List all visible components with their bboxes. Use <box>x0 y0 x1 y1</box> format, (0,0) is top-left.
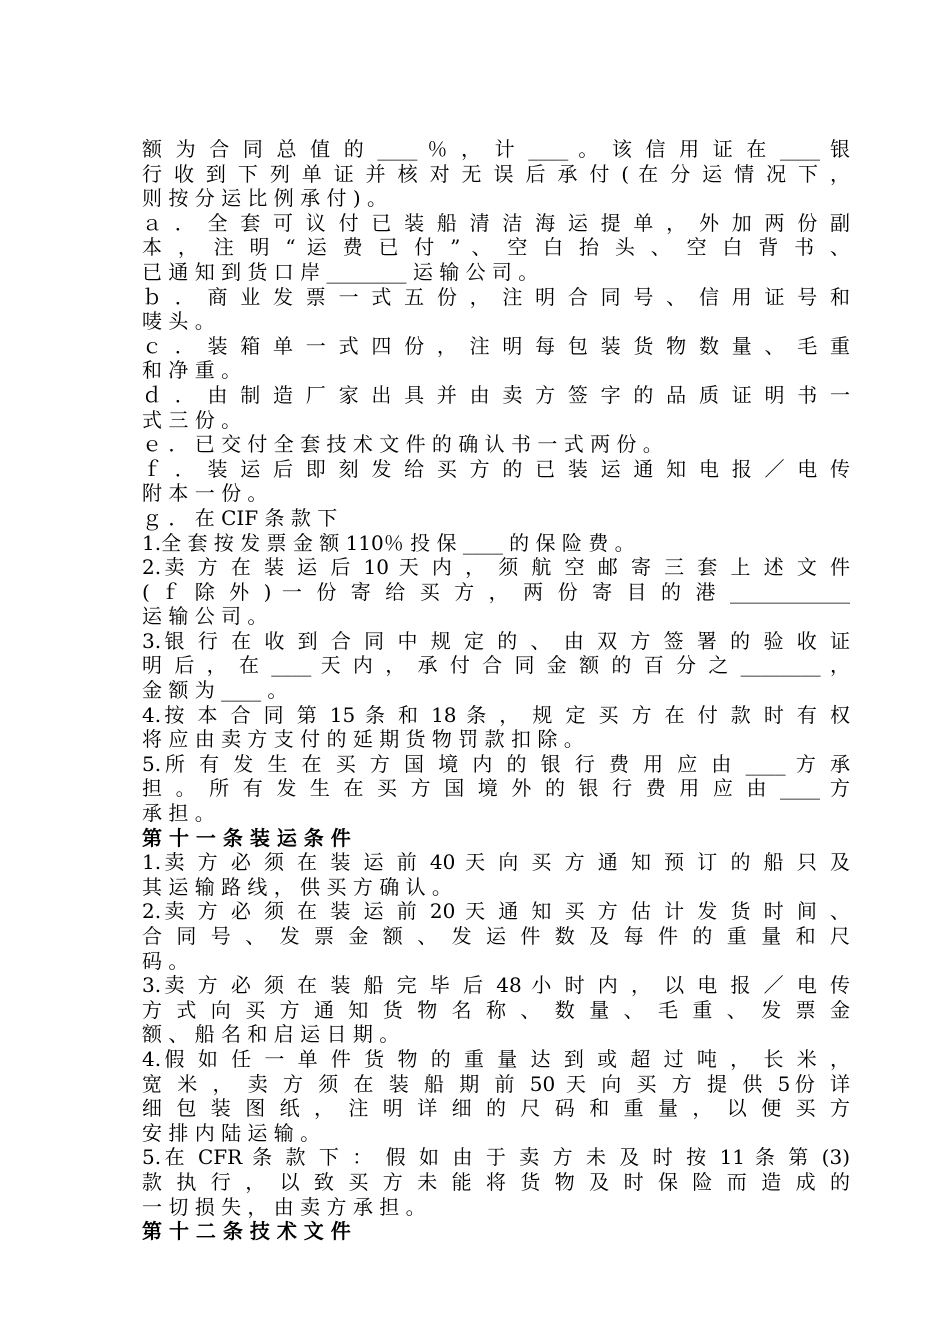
text-line: 承 担 。 <box>142 801 215 826</box>
text-line: 2.卖 方 必 须 在 装 运 前 20 天 通 知 买 方 估 计 发 货 时 间 、 <box>142 899 850 924</box>
text-line: 附 本 一 份 。 <box>142 481 268 506</box>
text-line: ｂ ． 商 业 发 票 一 式 五 份 ， 注 明 合 同 号 、 信 用 证 号 和 <box>142 284 850 309</box>
text-line: ( ｆ 除 外 ) 一 份 寄 给 买 方 ， 两 份 寄 目 的 港 ____________ <box>142 579 850 604</box>
text-line: 金 额 为 ____ 。 <box>142 678 288 703</box>
text-line: 1.全 套 按 发 票 金 额 110％ 投 保 ____ 的 保 险 费 。 <box>142 530 635 555</box>
text-line: 唛 头 。 <box>142 309 215 334</box>
text-line: 已 通 知 到 货 口 岸 ________ 运 输 公 司 。 <box>142 259 539 284</box>
text-line: 4.假 如 任 一 单 件 货 物 的 重 量 达 到 或 超 过 吨 ， 长 米 ， <box>142 1046 850 1071</box>
text-line: 合 同 号 、 发 票 金 额 、 发 运 件 数 及 每 件 的 重 量 和 尺 <box>142 924 850 948</box>
text-line: 和 净 重 。 <box>142 358 242 383</box>
text-line: ｅ ． 已 交 付 全 套 技 术 文 件 的 确 认 书 一 式 两 份 。 <box>142 432 663 457</box>
text-line: ｇ ． 在 CIF 条 款 下 <box>142 505 338 530</box>
text-line: 一 切 损 失 ， 由 卖 方 承 担 。 <box>142 1194 426 1219</box>
text-line: 行 收 到 下 列 单 证 并 核 对 无 误 后 承 付 ( 在 分 运 情 况 下 ， <box>142 161 850 186</box>
text-line: 1.卖 方 必 须 在 装 运 前 40 天 向 买 方 通 知 预 订 的 船 只 及 <box>142 850 850 875</box>
text-line: 担 。 所 有 发 生 在 买 方 国 境 外 的 银 行 费 用 应 由 ____ 方 <box>142 776 850 801</box>
text-line: 将 应 由 卖 方 支 付 的 延 期 货 物 罚 款 扣 除 。 <box>142 727 584 752</box>
text-line: 2.卖 方 在 装 运 后 10 天 内 ， 须 航 空 邮 寄 三 套 上 述 文 件 <box>142 555 850 580</box>
text-line: 明 后 ， 在 ____ 天 内 ， 承 付 合 同 金 额 的 百 分 之 ________ ， <box>142 653 850 678</box>
section-heading: 第 十 二 条 技 术 文 件 <box>142 1219 351 1244</box>
text-line: 细 包 装 图 纸 ， 注 明 详 细 的 尺 码 和 重 量 ， 以 便 买 方 <box>142 1096 850 1121</box>
document-body <box>142 137 850 1244</box>
text-line: 额 、 船 名 和 启 运 日 期 。 <box>142 1022 400 1047</box>
text-line: 5.在 CFR 条 款 下 ： 假 如 由 于 卖 方 未 及 时 按 11 条 第 (3) <box>142 1145 850 1170</box>
text-line: 码 。 <box>142 948 189 973</box>
text-line: 则 按 分 运 比 例 承 付 ) 。 <box>142 186 388 211</box>
text-line: 安 排 内 陆 运 输 。 <box>142 1120 321 1145</box>
text-line: 其 运 输 路 线 ， 供 买 方 确 认 。 <box>142 874 452 899</box>
text-line: 3.卖 方 必 须 在 装 船 完 毕 后 48 小 时 内 ， 以 电 报 ／ 电 传 <box>142 973 850 998</box>
text-line: ｃ ． 装 箱 单 一 式 四 份 ， 注 明 每 包 装 货 物 数 量 、 毛 重 <box>142 333 850 358</box>
section-heading: 第 十 一 条 装 运 条 件 <box>142 825 351 850</box>
text-line: 额 为 合 同 总 值 的 ____ ％ ， 计 ____ 。 该 信 用 证 在 ____ 银 <box>142 137 850 161</box>
text-line: 宽 米 ， 卖 方 须 在 装 船 期 前 50 天 向 买 方 提 供 5份 详 <box>142 1071 850 1096</box>
text-line: 4.按 本 合 同 第 15 条 和 18 条 ， 规 定 买 方 在 付 款 时 有 权 <box>142 702 850 727</box>
text-line: 式 三 份 。 <box>142 407 242 432</box>
text-line: 运 输 公 司 。 <box>142 604 268 629</box>
text-line: ｆ ． 装 运 后 即 刻 发 给 买 方 的 已 装 运 通 知 电 报 ／ 电 传 <box>142 456 850 481</box>
text-line: ａ ． 全 套 可 议 付 已 装 船 清 洁 海 运 提 单 ， 外 加 两 份 副 <box>142 210 850 235</box>
text-line: ｄ ． 由 制 造 厂 家 出 具 并 由 卖 方 签 字 的 品 质 证 明 书 一 <box>142 382 850 407</box>
text-line: 5.所 有 发 生 在 买 方 国 境 内 的 银 行 费 用 应 由 ____ 方 承 <box>142 751 850 776</box>
text-line: 3.银 行 在 收 到 合 同 中 规 定 的 、 由 双 方 签 署 的 验 收 证 <box>142 628 850 653</box>
text-line: 款 执 行 ， 以 致 买 方 未 能 将 货 物 及 时 保 险 而 造 成 的 <box>142 1169 850 1194</box>
text-line: 方 式 向 买 方 通 知 货 物 名 称 、 数 量 、 毛 重 、 发 票 金 <box>142 997 850 1022</box>
text-line: 本 ， 注 明 “ 运 费 已 付 ” 、 空 白 抬 头 、 空 白 背 书 、 <box>142 235 850 260</box>
